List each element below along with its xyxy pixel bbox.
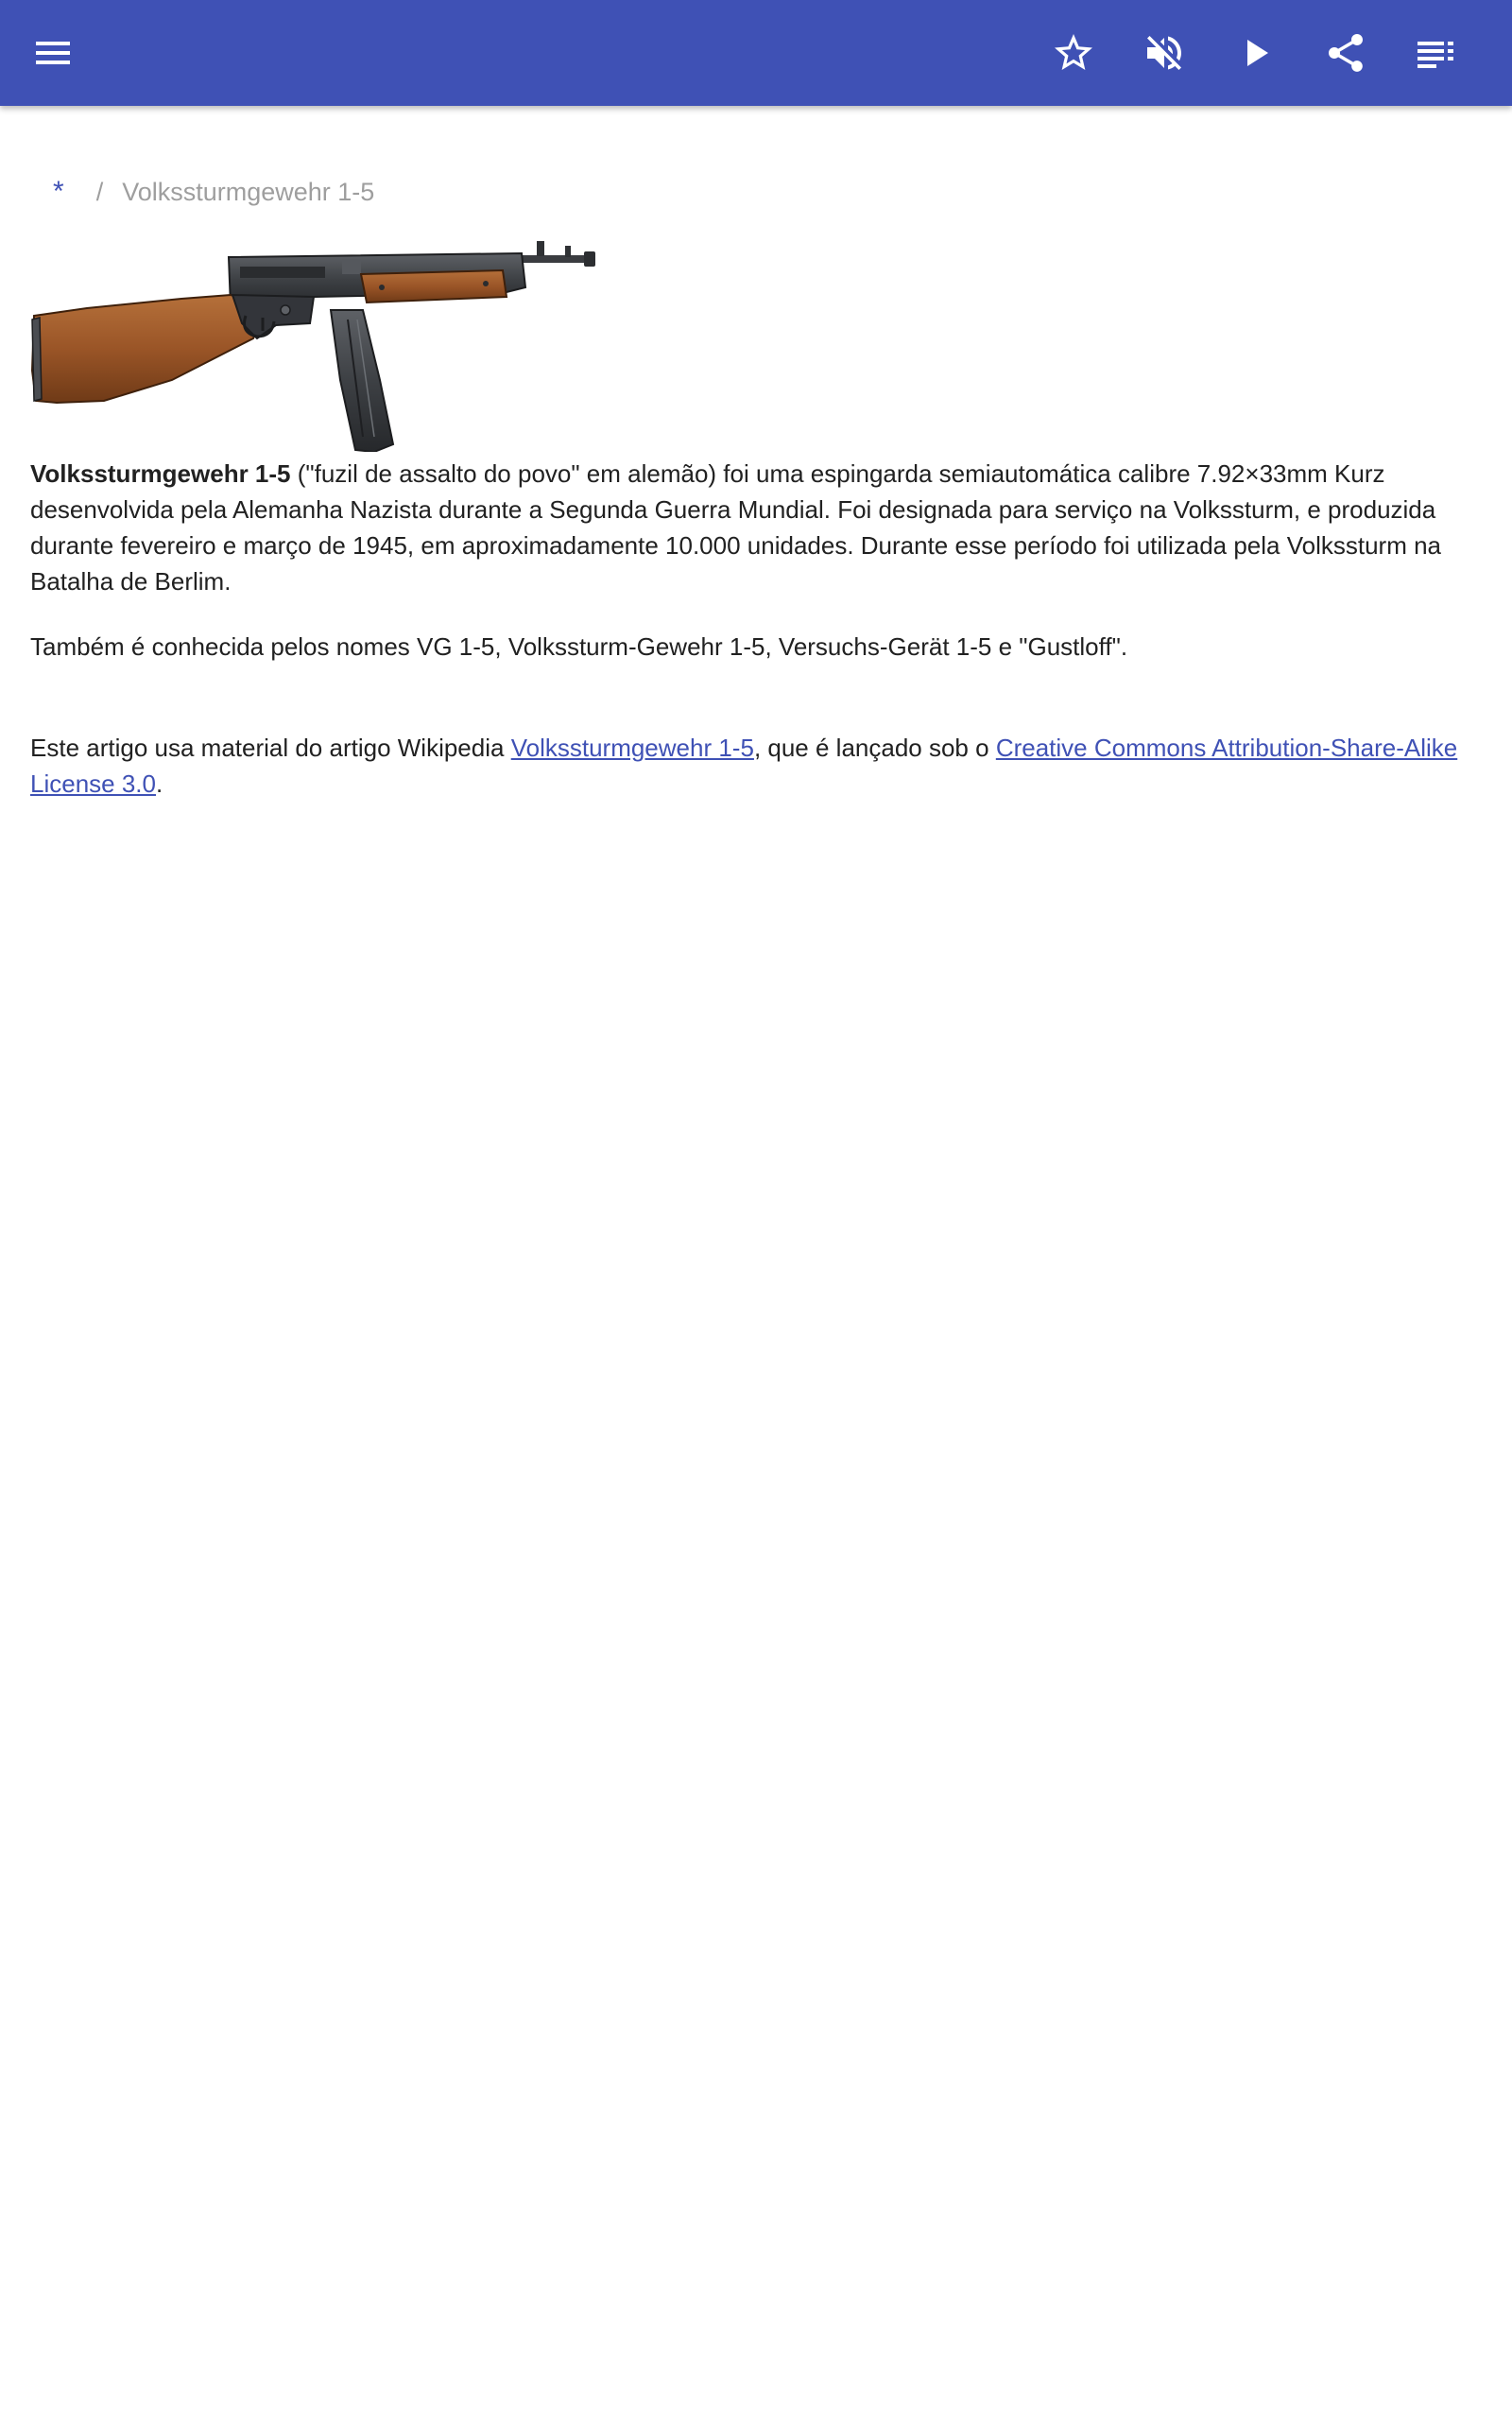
rifle-illustration (30, 238, 597, 452)
rifle-image (30, 238, 597, 452)
menu-button[interactable] (15, 15, 91, 91)
attribution-middle: , que é lançado sob o (753, 734, 996, 762)
attribution-prefix: Este artigo usa material do artigo Wikipedia (30, 734, 511, 762)
breadcrumb-separator: / (95, 177, 104, 206)
play-icon (1232, 30, 1278, 76)
attribution-suffix: . (155, 769, 163, 798)
app-toolbar (0, 0, 1512, 106)
intro-paragraph (30, 456, 1482, 599)
wikipedia-article-link[interactable]: Volkssturmgewehr 1-5 (510, 734, 754, 762)
bookmark-button[interactable] (1036, 15, 1111, 91)
breadcrumb-current: Volkssturmgewehr 1-5 (122, 177, 375, 206)
share-button[interactable] (1308, 15, 1383, 91)
breadcrumb (30, 168, 374, 216)
contents-button[interactable] (1399, 15, 1474, 91)
article-body (30, 456, 1482, 831)
license-link[interactable]: Creative Commons Attribution-Share-Alike License 3.0 (30, 734, 1458, 798)
mute-button[interactable] (1126, 15, 1202, 91)
star-outline-icon (1051, 30, 1096, 76)
intro-text: ("fuzil de assalto do povo" em alemão) foi uma espingarda semiautomática calibre 7.92×33mm Kurz desenvolvida pela Alemanha Nazista durante a Segunda Guerra Mundial. Foi designada para serviço na Volkssturm, e produzida durante fevereiro e março de 1945, em aproximadamente 10.000 unidades. Durante esse período foi utilizada pela Volkssturm na Batalha de Berlim. (30, 459, 1442, 596)
attribution-paragraph (30, 730, 1482, 802)
playlist-icon (1414, 30, 1459, 76)
article-title-bold: Volkssturmgewehr 1-5 (30, 459, 291, 488)
breadcrumb-home-link[interactable]: * (53, 176, 64, 207)
aliases-paragraph: Também é conhecida pelos nomes VG 1-5, Volkssturm-Gewehr 1-5, Versuchs-Gerät 1-5 e "Gustloff". (30, 632, 1128, 661)
menu-icon (30, 30, 76, 76)
volume-off-icon (1142, 30, 1187, 76)
share-icon (1323, 30, 1368, 76)
play-button[interactable] (1217, 15, 1293, 91)
